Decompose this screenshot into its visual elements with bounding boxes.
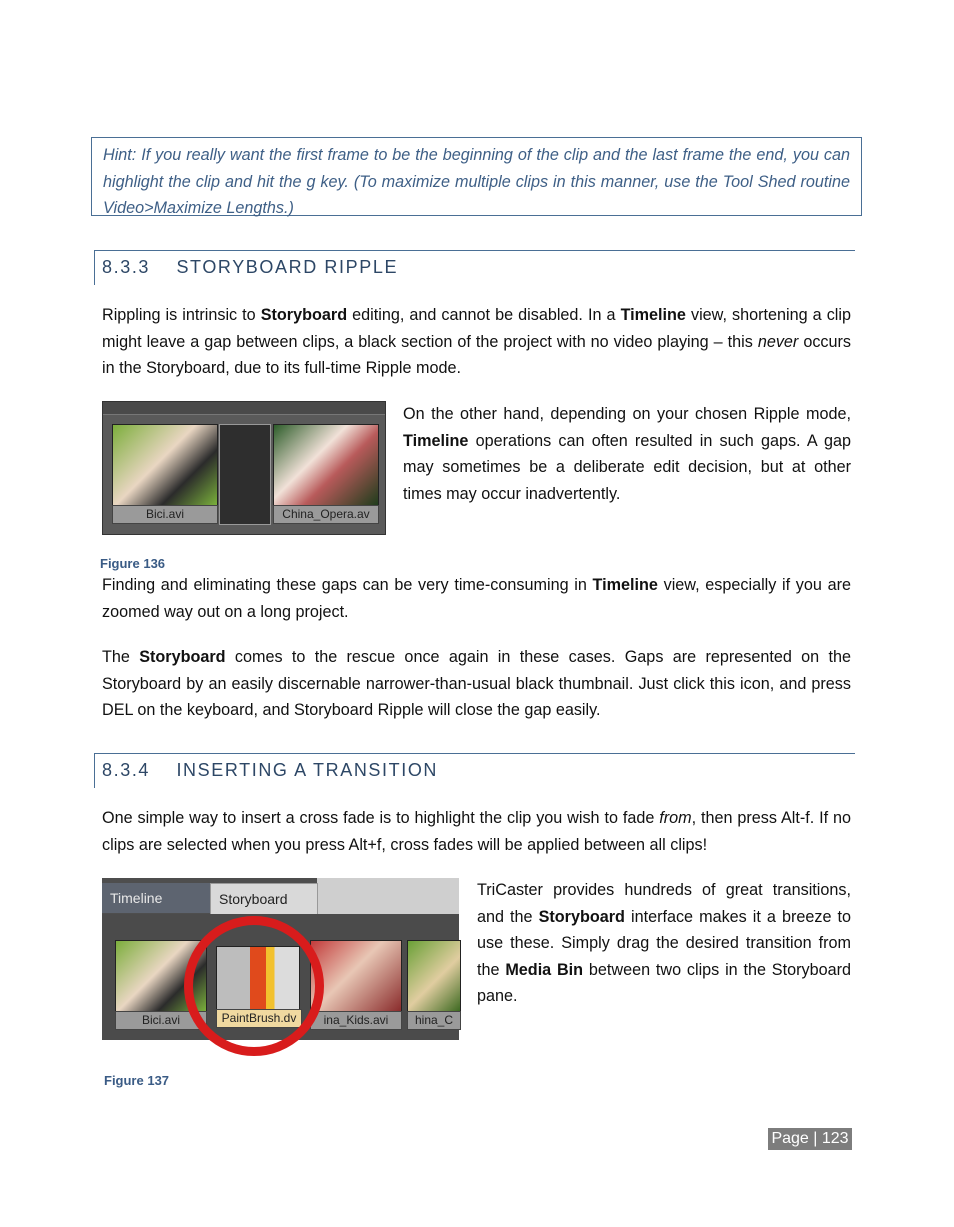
section-number: 8.3.3 (102, 257, 151, 277)
transition-label-paintbrush: PaintBrush.dv (216, 1009, 302, 1028)
paragraph-rippling: Rippling is intrinsic to Storyboard editing, and cannot be disabled. In a Timeline view, shortening a clip might leave a gap between clips, a black section of the project with no video playing – this never occurs in the Storyboard, due to its full-time Ripple mode. (102, 306, 851, 377)
section-heading-inserting-transition (94, 753, 855, 788)
section-number: 8.3.4 (102, 760, 151, 780)
hint-box (91, 137, 862, 216)
section-title: INSERTING A TRANSITION (176, 760, 439, 780)
figure-136-storyboard-gap (102, 401, 386, 535)
figure-136-caption: Figure 136 (100, 556, 166, 571)
page-number: Page | 123 (768, 1128, 852, 1150)
clip-label-bici: Bici.avi (115, 1011, 207, 1030)
paragraph-other-hand: On the other hand, depending on your chosen Ripple mode, Timeline operations can often resulted in such gaps. A gap may sometimes be a deliberate edit decision, but at other times may occur inadvertently. (403, 405, 851, 503)
tab-timeline: Timeline (102, 883, 210, 913)
figure-toolbar (103, 402, 385, 415)
paragraph-storyboard-rescue: The Storyboard comes to the rescue once again in these cases. Gaps are represented on the Storyboard by an easily discernable narrower-than-usual black thumbnail. Just click this icon, and press DEL on the keyboard, and Storyboard Ripple will close the gap easily. (102, 648, 851, 719)
paragraph-tricaster-transitions: TriCaster provides hundreds of great transitions, and the Storyboard interface makes it a breeze to use these. Simply drag the desired transition from the Media Bin between two clips in the Storyboard pane. (477, 881, 851, 1005)
gap-thumbnail (219, 424, 271, 525)
section-heading-storyboard-ripple (94, 250, 855, 285)
tab-storyboard: Storyboard (210, 883, 318, 915)
paragraph-finding-gaps: Finding and eliminating these gaps can be very time-consuming in Timeline view, especially if you are zoomed way out on a long project. (102, 576, 851, 621)
clip-thumbnail-bici (112, 424, 218, 506)
clip-thumbnail-china-opera (273, 424, 379, 506)
figure-137-caption: Figure 137 (104, 1073, 170, 1088)
clip-thumbnail-china-c (407, 940, 461, 1012)
hint-text: Hint: If you really want the first frame to be the beginning of the clip and the last frame the end, you can highlight the clip and hit the g key. (To maximize multiple clips in this manner, use the Tool Shed routine Video>Maximize Lengths.) (103, 146, 850, 217)
paragraph-cross-fade: One simple way to insert a cross fade is to highlight the clip you wish to fade from, then press Alt-f. If no clips are selected when you press Alt+f, cross fades will be applied between all clips! (102, 809, 851, 854)
clip-label-china-kids: ina_Kids.avi (310, 1011, 402, 1030)
clip-thumbnail-china-kids (310, 940, 402, 1012)
clip-label-bici: Bici.avi (112, 505, 218, 524)
highlight-circle (184, 916, 324, 1056)
clip-label-china-opera: China_Opera.av (273, 505, 379, 524)
clip-label-china-c: hina_C (407, 1011, 461, 1030)
section-title: STORYBOARD RIPPLE (176, 257, 399, 277)
figure-137-transition-insert (102, 878, 459, 1040)
